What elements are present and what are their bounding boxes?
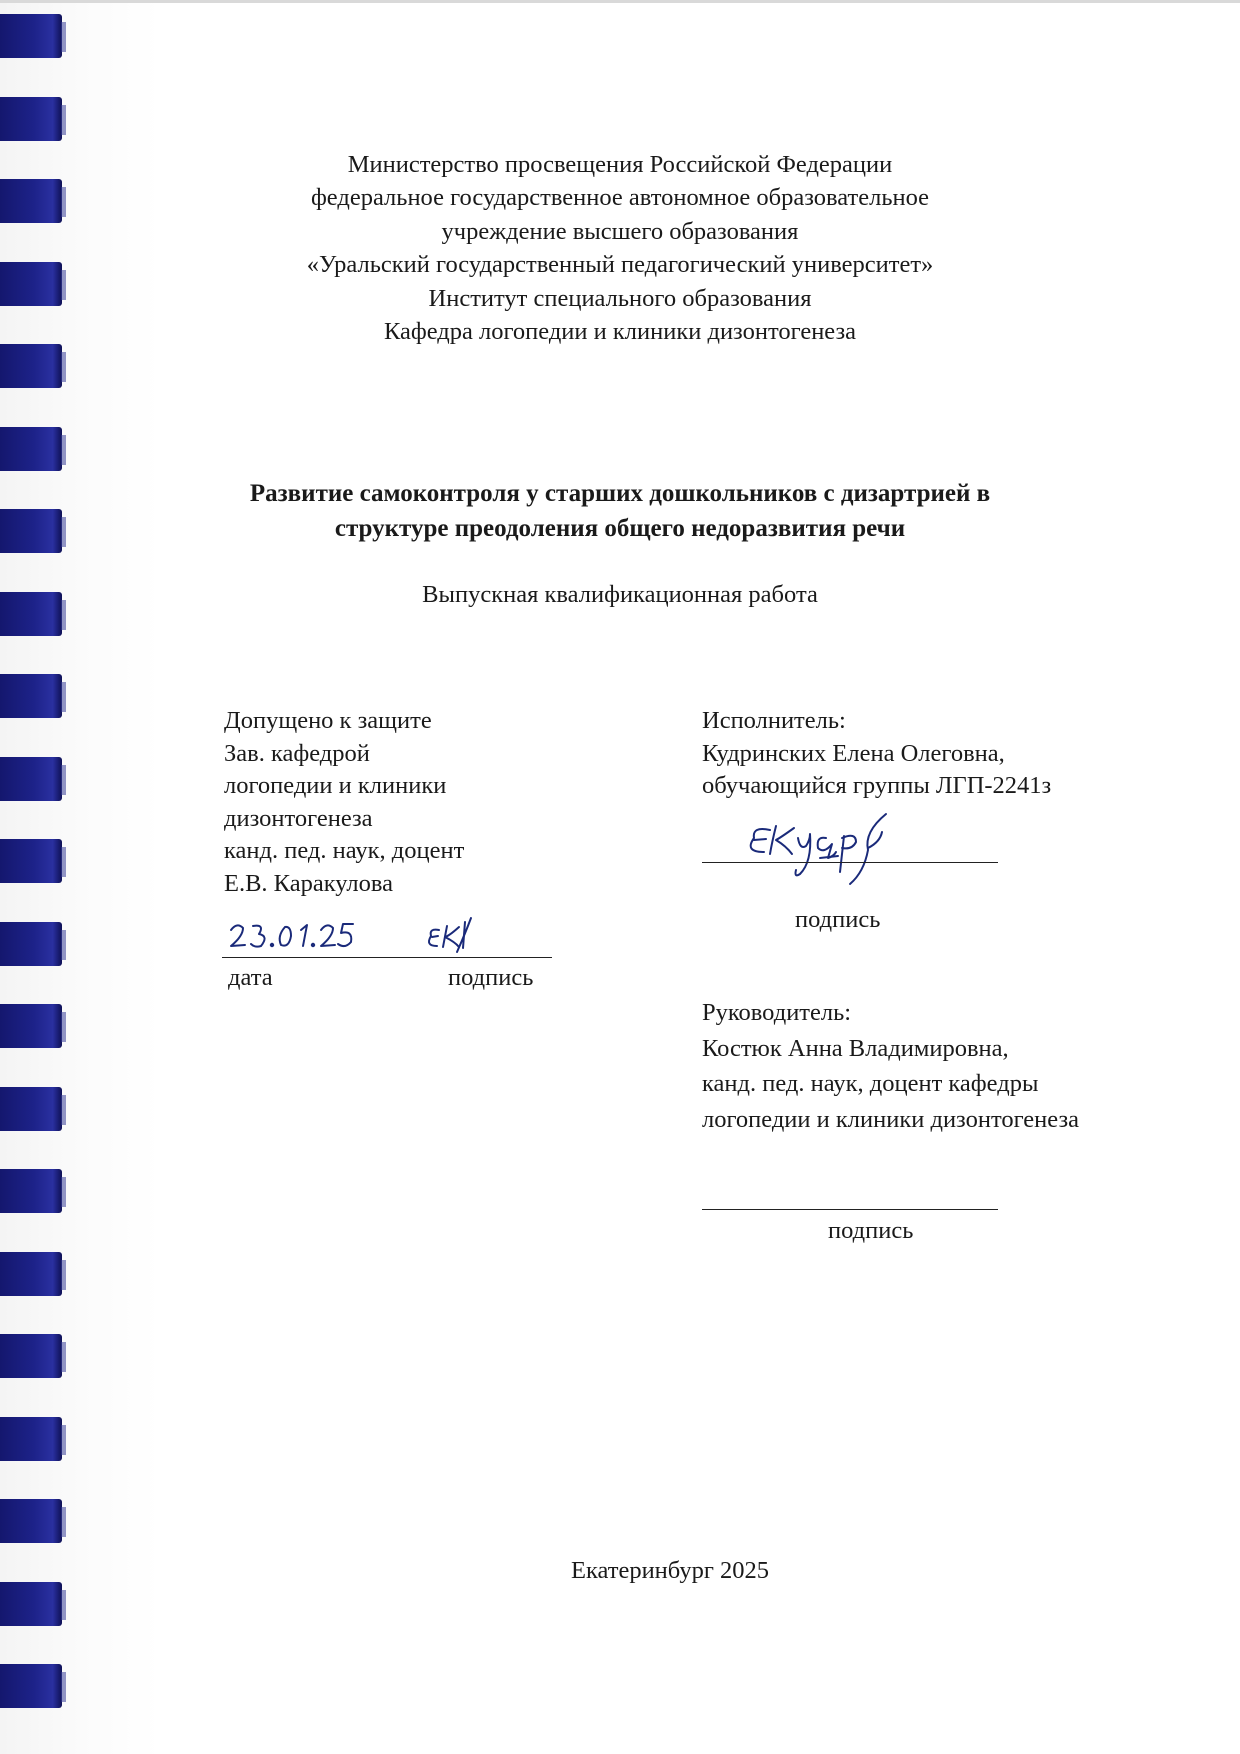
admission-line: Допущено к защите (224, 707, 432, 734)
binding-comb-tooth (0, 674, 62, 718)
binding-comb-tooth (0, 1417, 62, 1461)
binding-comb-tooth (0, 1499, 62, 1543)
supervisor-title: канд. пед. наук, доцент кафедры (702, 1070, 1039, 1097)
executor-handwritten-signature (740, 812, 930, 892)
city-and-year: Екатеринбург 2025 (571, 1557, 769, 1584)
work-type: Выпускная квалификационная работа (422, 581, 818, 608)
date-label: дата (228, 964, 273, 991)
binding-comb-tooth (0, 1664, 62, 1708)
thesis-title-line-2: структуре преодоления общего недоразвития речи (334, 515, 906, 542)
admission-line: Зав. кафедрой (224, 739, 370, 767)
executor-signature-label: подпись (795, 906, 881, 933)
executor-signature-line (702, 862, 998, 863)
handwritten-date-and-initials (225, 918, 555, 958)
admission-block (224, 705, 464, 900)
binding-comb-tooth (0, 97, 62, 141)
executor-group: обучающийся группы ЛГП-2241з (702, 772, 1052, 799)
university-name: «Уральский государственный педагогический университет» (306, 251, 934, 279)
institution-header (0, 148, 1240, 348)
admission-line: дизонтогенеза (224, 804, 373, 832)
binding-comb-tooth (0, 757, 62, 801)
supervisor-signature-line (702, 1209, 998, 1210)
ministry-line: Министерство просвещения Российской Федерации (347, 151, 893, 178)
department-name: Кафедра логопедии и клиники дизонтогенеза (383, 318, 857, 346)
supervisor-department: логопедии и клиники дизонтогенеза (702, 1105, 1080, 1133)
supervisor-block (702, 995, 1079, 1137)
binding-comb-tooth (0, 1169, 62, 1213)
binding-comb-tooth (0, 839, 62, 883)
admission-signature-label: подпись (448, 964, 534, 991)
thesis-title (0, 476, 1240, 546)
executor-block (702, 705, 1051, 803)
admission-line: Е.В. Каракулова (224, 869, 394, 897)
admission-line: логопедии и клиники (224, 772, 447, 799)
executor-heading: Исполнитель: (702, 707, 846, 734)
institution-type-line-2: учреждение высшего образования (441, 217, 799, 245)
paper-top-edge (0, 0, 1240, 3)
supervisor-name: Костюк Анна Владимировна, (702, 1034, 1009, 1062)
institution-type-line: федеральное государственное автономное образовательное (310, 184, 930, 212)
admission-line: канд. пед. наук, доцент (224, 837, 465, 864)
binding-comb-tooth (0, 1087, 62, 1131)
binding-comb-tooth (0, 1252, 62, 1296)
supervisor-signature-label: подпись (828, 1217, 914, 1244)
binding-comb-tooth (0, 427, 62, 471)
binding-comb-tooth (0, 1582, 62, 1626)
executor-name: Кудринских Елена Олеговна, (702, 739, 1005, 767)
thesis-title-line-1: Развитие самоконтроля у старших дошкольников с дизартрией в (249, 480, 991, 507)
binding-comb-tooth (0, 14, 62, 58)
binding-comb-tooth (0, 344, 62, 388)
binding-comb-tooth (0, 1334, 62, 1378)
binding-comb-tooth (0, 1004, 62, 1048)
supervisor-heading: Руководитель: (702, 999, 852, 1026)
admission-signature-line (222, 957, 552, 958)
institute-name: Институт специального образования (428, 284, 812, 312)
binding-comb-tooth (0, 922, 62, 966)
